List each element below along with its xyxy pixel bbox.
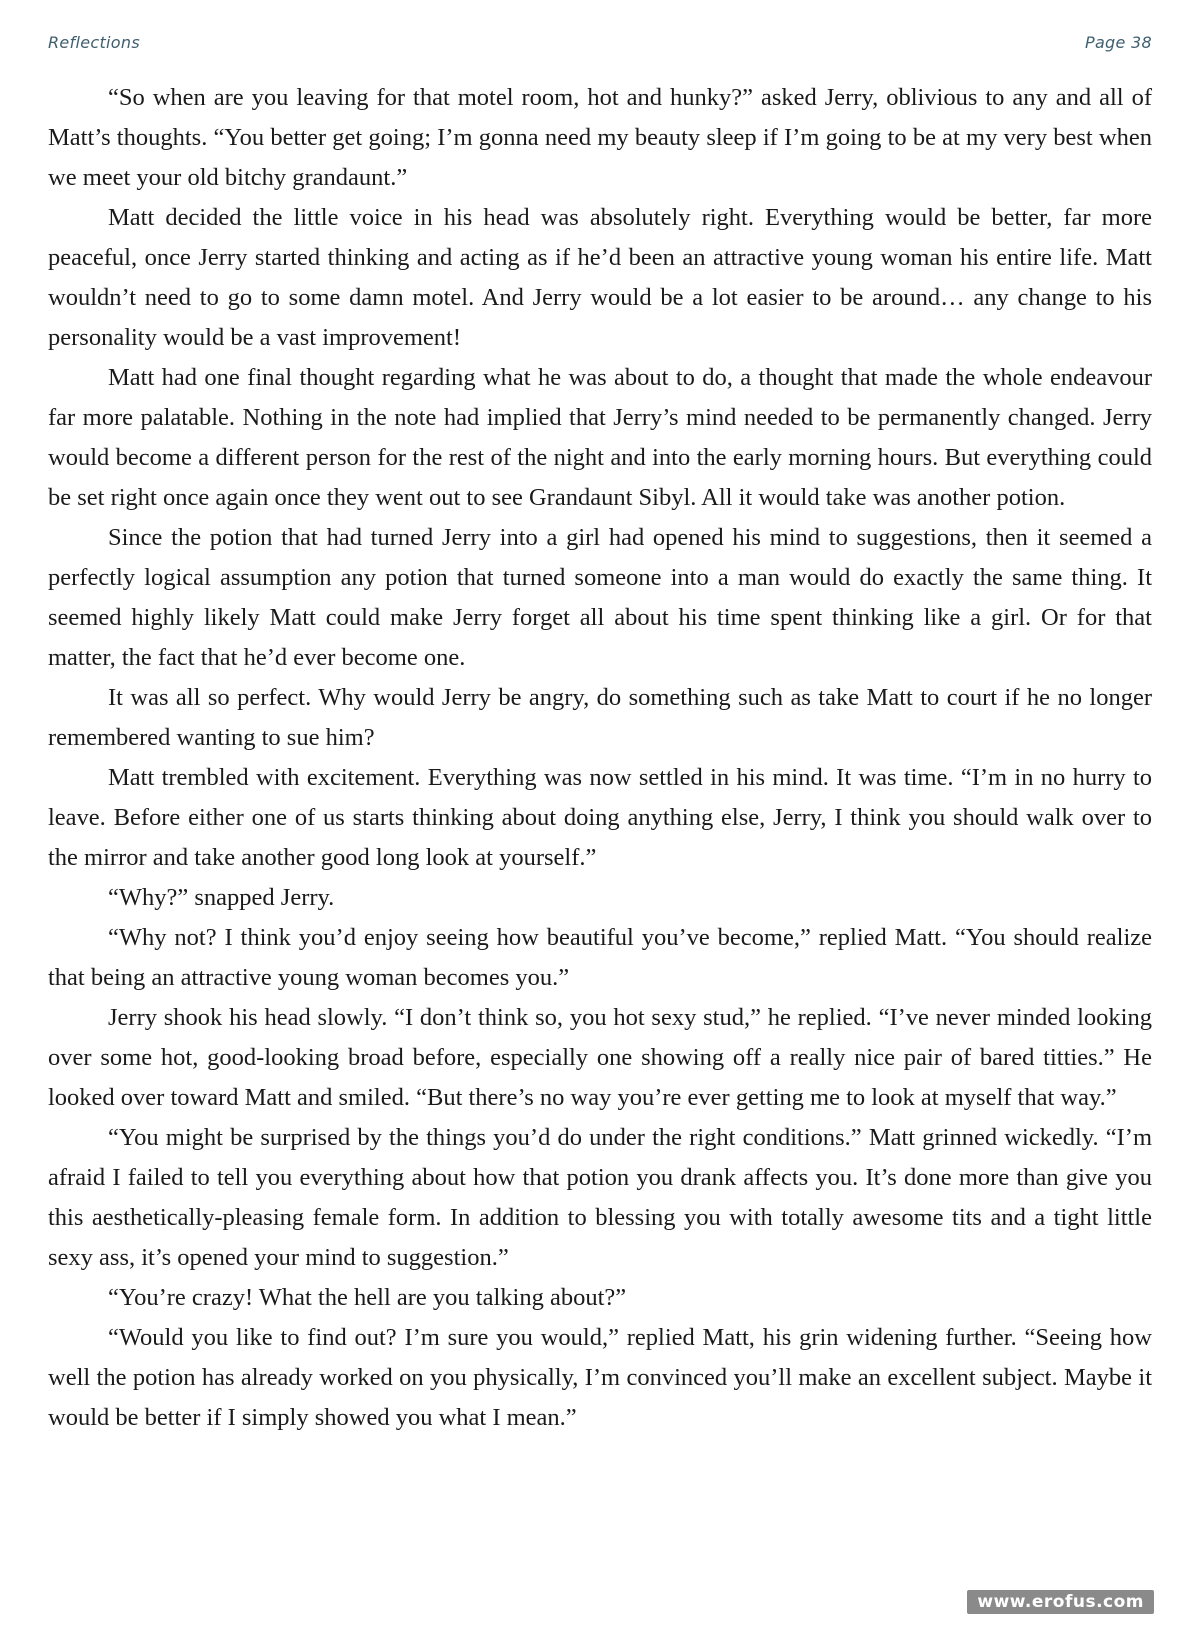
paragraph: “So when are you leaving for that motel room, hot and hunky?” asked Jerry, oblivious to any and all of Matt’s thoughts. “You better get going; I’m gonna need my beauty sleep if I’m going to be at my very best when we meet your old bitchy grandaunt.”: [48, 84, 1152, 191]
site-watermark: www.erofus.com: [967, 1590, 1154, 1614]
book-title: Reflections: [48, 32, 140, 52]
paragraph: Matt trembled with excitement. Everything was now settled in his mind. It was time. “I’m in no hurry to leave. Before either one of us starts thinking about doing anything else, Jerry, I think you should walk over to the mirror and take another good long look at yourself.”: [48, 764, 1152, 871]
paragraph: “You’re crazy! What the hell are you talking about?”: [108, 1284, 627, 1311]
paragraph: Since the potion that had turned Jerry into a girl had opened his mind to suggestions, then it seemed a perfectly logical assumption any potion that turned someone into a man would do exactly the same thing. It seemed highly likely Matt could make Jerry forget all about his time spent thinking like a girl. Or for that matter, the fact that he’d ever become one.: [48, 524, 1152, 671]
running-header: [48, 30, 1152, 54]
paragraph: It was all so perfect. Why would Jerry be angry, do something such as take Matt to court if he no longer remembered wanting to sue him?: [48, 684, 1152, 751]
paragraph: Jerry shook his head slowly. “I don’t think so, you hot sexy stud,” he replied. “I’ve never minded looking over some hot, good-looking broad before, especially one showing off a really nice pair of bared titties.” He looked over toward Matt and smiled. “But there’s no way you’re ever getting me to look at myself that way.”: [48, 1004, 1152, 1111]
paragraph: “Why?” snapped Jerry.: [108, 884, 335, 911]
paragraph: “You might be surprised by the things you’d do under the right conditions.” Matt grinned wickedly. “I’m afraid I failed to tell you everything about how that potion you drank affects you. It’s done more than give you this aesthetically-pleasing female form. In addition to blessing you with totally awesome tits and a tight little sexy ass, it’s opened your mind to suggestion.”: [48, 1124, 1152, 1271]
body-text: [48, 78, 1152, 1438]
page-number: Page 38: [1085, 32, 1152, 52]
paragraph: “Why not? I think you’d enjoy seeing how beautiful you’ve become,” replied Matt. “You should realize that being an attractive young woman becomes you.”: [48, 924, 1152, 991]
paragraph: “Would you like to find out? I’m sure you would,” replied Matt, his grin widening further. “Seeing how well the potion has already worked on you physically, I’m convinced you’ll make an excellent subject. Maybe it would be better if I simply showed you what I mean.”: [48, 1324, 1152, 1431]
paragraph: Matt decided the little voice in his head was absolutely right. Everything would be better, far more peaceful, once Jerry started thinking and acting as if he’d been an attractive young woman his entire life. Matt wouldn’t need to go to some damn motel. And Jerry would be a lot easier to be around… any change to his personality would be a vast improvement!: [48, 204, 1152, 351]
paragraph: Matt had one final thought regarding what he was about to do, a thought that made the whole endeavour far more palatable. Nothing in the note had implied that Jerry’s mind needed to be permanently changed. Jerry would become a different person for the rest of the night and into the early morning hours. But everything could be set right once again once they went out to see Grandaunt Sibyl. All it would take was another potion.: [48, 364, 1152, 511]
